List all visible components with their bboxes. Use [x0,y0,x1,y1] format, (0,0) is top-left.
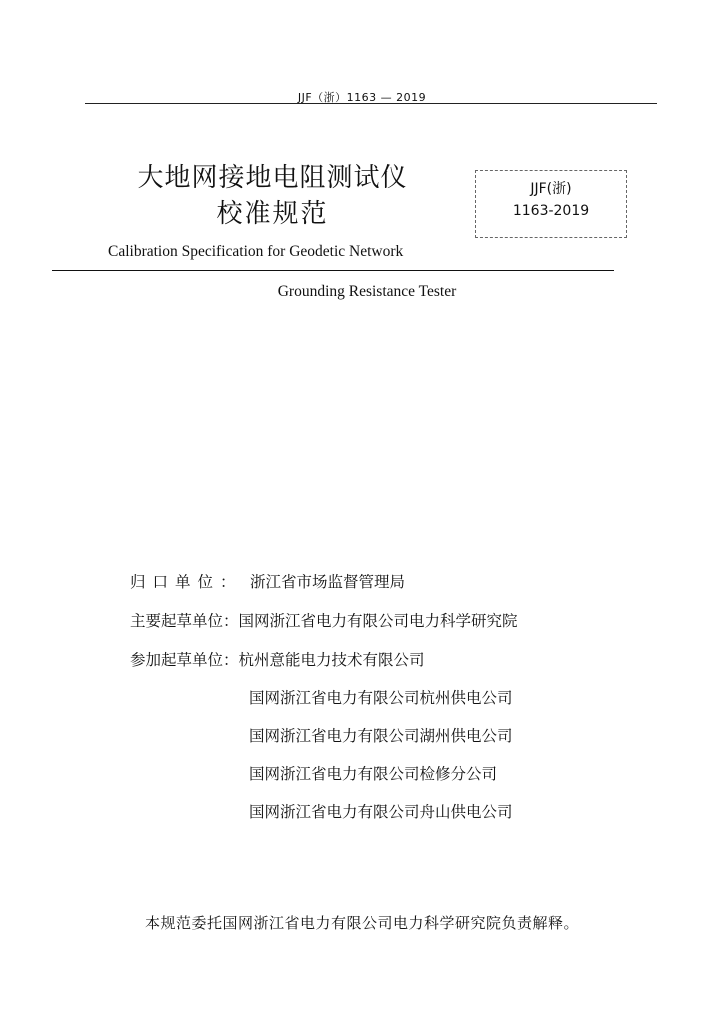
participating-unit-item: 国网浙江省电力有限公司舟山供电公司 [249,803,513,821]
participating-unit-row [130,648,425,670]
main-drafting-unit-row [130,609,518,631]
interpretation-note: 本规范委托国网浙江省电力有限公司电力科学研究院负责解释。 [144,914,579,932]
participating-unit-item: 国网浙江省电力有限公司检修分公司 [249,765,498,783]
participating-unit-value: 杭州意能电力技术有限公司 [238,651,425,669]
code-box-line-2: 1163-2019 [512,203,590,219]
header-divider [85,103,657,104]
participating-unit-item: 国网浙江省电力有限公司湖州供电公司 [249,727,513,745]
english-title-line-1: Calibration Specification for Geodetic Network [108,243,404,260]
main-drafting-unit-value: 国网浙江省电力有限公司电力科学研究院 [238,612,518,630]
guikou-unit-value: 浙江省市场监督管理局 [250,573,406,591]
code-box-line-1: JJF(浙) [530,181,572,197]
guikou-unit-row [130,570,405,592]
participating-unit-item: 国网浙江省电力有限公司杭州供电公司 [249,689,513,707]
english-title-line-2: Grounding Resistance Tester [277,283,457,300]
header-standard-code: JJF（浙）1163 — 2019 [297,91,427,104]
title-divider [52,270,614,271]
chinese-title [130,162,415,230]
chinese-title-line-2: 校准规范 [216,199,329,229]
standard-code-box [475,170,627,238]
guikou-unit-label: 归口单位： [130,573,243,591]
participating-unit-label: 参加起草单位： [130,651,239,669]
main-drafting-unit-label: 主要起草单位： [130,612,239,630]
chinese-title-line-1: 大地网接地电阻测试仪 [137,163,408,193]
